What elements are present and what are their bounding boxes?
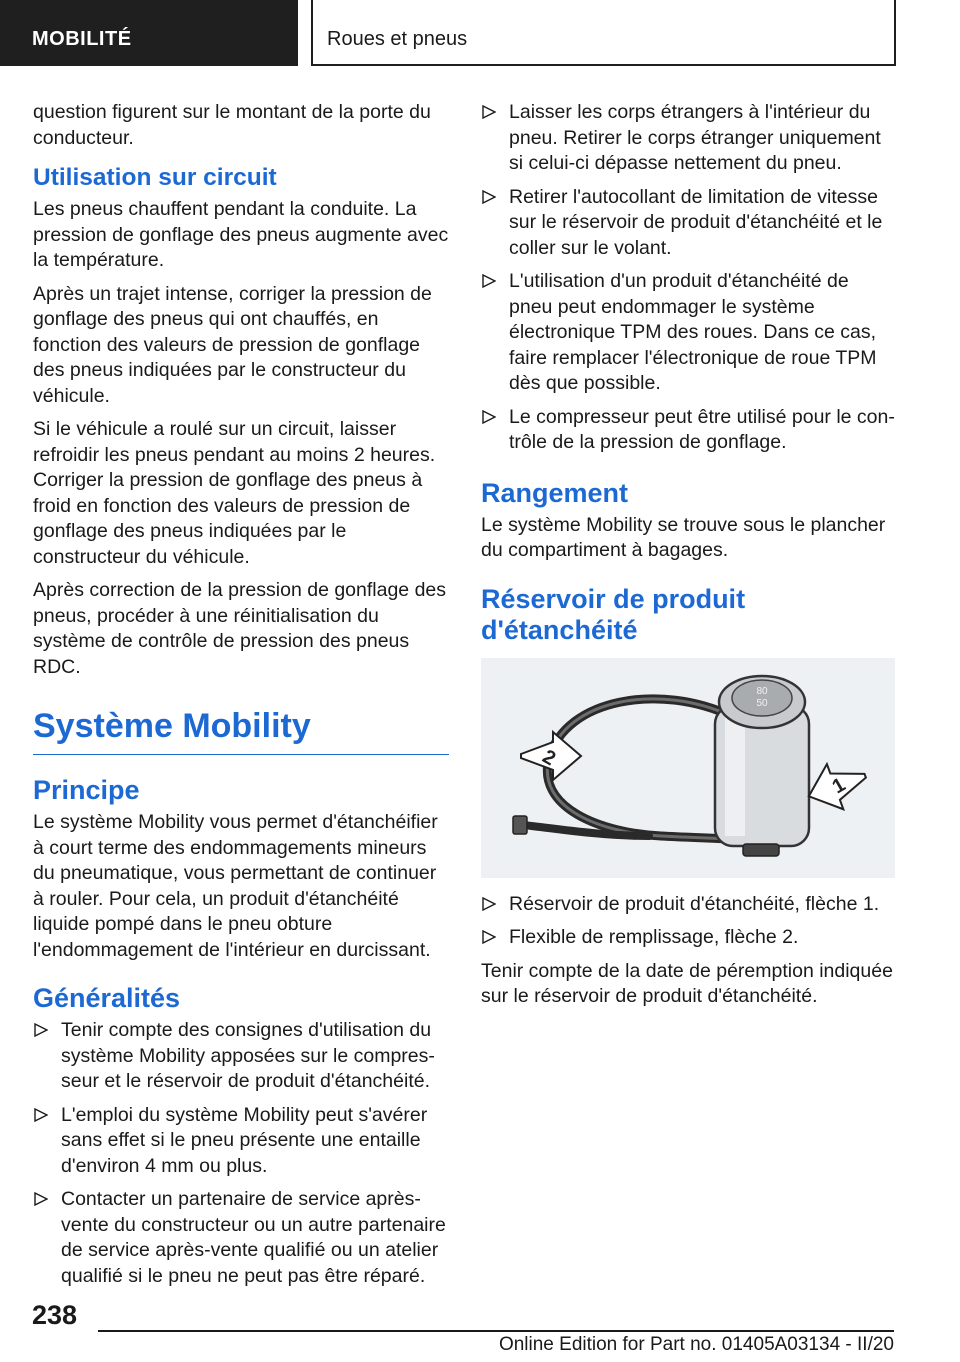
dial-bottom-label: 50 <box>756 697 768 709</box>
sealant-reservoir-figure <box>481 658 895 878</box>
list-item-text: Retirer l'autocollant de limitation de vitesse sur le réservoir de produit d'étanchéité et le coller sur le volant. <box>509 185 883 259</box>
circuit-paragraph-3: Si le véhicule a roulé sur un circuit, laisser refroidir les pneus pendant au moins 2 heures. Corriger la pression de gonflage des pneus à froid en fonction des valeurs de pression de gonflage des pneus indiquées par le constructeur du véhicule. <box>33 418 436 568</box>
triangle-bullet-icon <box>482 929 496 945</box>
sealant-bottle-illustration <box>481 658 895 878</box>
edition-text: Online Edition for Part no. 01405A03134 - II/20 <box>498 1334 894 1355</box>
heading-mobility-system: Système Mobility <box>33 706 449 755</box>
list-item-text: Flexible de remplissage, flèche 2. <box>509 926 799 948</box>
list-item <box>481 405 897 456</box>
page-header <box>0 0 960 66</box>
heading-rangement: Rangement <box>481 477 629 508</box>
tips-list <box>481 100 897 456</box>
triangle-bullet-icon <box>482 896 496 912</box>
figure-legend-list <box>481 892 897 951</box>
rangement-paragraph: Le système Mobility se trouve sous le plancher du compartiment à bagages. <box>481 513 886 561</box>
chapter-title: Roues et pneus <box>311 0 896 66</box>
list-item <box>33 1103 449 1180</box>
list-item-text: Contacter un partenaire de service après-vente du constructeur ou un autre partenaire de service après-vente qualifié ou un atelier qualifié si le pneu ne peut pas être réparé. <box>61 1188 446 1287</box>
list-item-text: L'utilisation d'un produit d'étanchéité de pneu peut endommager le système électronique TPM des roues. Dans ce cas, faire remplacer l'électronique de roue TPM dès que possible. <box>509 270 877 394</box>
arrow-2-label: 2 <box>538 745 560 770</box>
footer-divider <box>98 1330 894 1332</box>
heading-generalites: Généralités <box>33 983 181 1013</box>
list-item <box>33 1018 449 1095</box>
list-item-text: Laisser les corps étrangers à l'intérieur du pneu. Retirer le corps étranger uniquement si celui-ci dépasse nettement du pneu. <box>509 101 881 174</box>
list-item-text: Tenir compte des consignes d'utilisation du système Mobility apposées sur le compresseur et le réservoir de produit d'étanchéité. <box>61 1019 435 1092</box>
list-item <box>481 892 897 918</box>
circuit-paragraph-2: Après un trajet intense, corriger la pression de gonflage des pneus qui ont chauffés, en fonction des valeurs de pression de gonflage des pneus indiquées par le constructeur du véhicule. <box>33 282 432 407</box>
triangle-bullet-icon <box>482 273 496 289</box>
list-item <box>481 100 897 177</box>
heading-circuit: Utilisation sur circuit <box>33 164 277 191</box>
reservoir-paragraph: Tenir compte de la date de péremption indiquée sur le réservoir de produit d'étanchéité. <box>481 959 893 1007</box>
list-item <box>481 185 897 262</box>
triangle-bullet-icon <box>34 1022 48 1038</box>
right-column <box>481 100 897 1018</box>
list-item <box>481 269 897 397</box>
page-number: 238 <box>32 1300 78 1330</box>
triangle-bullet-icon <box>482 189 496 205</box>
heading-principe: Principe <box>33 775 140 805</box>
dial-top-label: 80 <box>756 685 768 697</box>
list-item-text: Réservoir de produit d'étanchéité, flèche 1. <box>509 892 880 915</box>
heading-reservoir: Réservoir de produit d'étanchéité <box>481 583 746 645</box>
principe-paragraph: Le système Mobility vous permet d'étanchéifier à court terme des endommagements mineurs du pneumatique, vous permettant de continuer à rouler. Pour cela, un produit d'étanchéité liquide pompé dans le pneu obture l'endommagement de l'intérieur en durcissant. <box>33 811 438 961</box>
left-column <box>33 100 449 1297</box>
intro-paragraph: question figurent sur le montant de la porte du conducteur. <box>33 101 431 149</box>
list-item-text: L'emploi du système Mobility peut s'avérer sans effet si le pneu présente une entaille d'environ 4 mm ou plus. <box>61 1103 428 1177</box>
triangle-bullet-icon <box>34 1107 48 1123</box>
circuit-paragraph-1: Les pneus chauffent pendant la conduite. La pression de gonflage des pneus augmente avec la température. <box>33 198 449 271</box>
circuit-paragraph-4: Après correction de la pression de gonflage des pneus, procéder à une réinitialisation du système de contrôle de pression des pneus RDC. <box>33 579 447 678</box>
triangle-bullet-icon <box>34 1191 48 1207</box>
list-item-text: Le compresseur peut être utilisé pour le contrôle de la pression de gonflage. <box>509 405 895 453</box>
section-title: MOBILITÉ <box>0 0 298 66</box>
generalites-list <box>33 1018 449 1289</box>
triangle-bullet-icon <box>482 104 496 120</box>
list-item <box>33 1187 449 1289</box>
list-item <box>481 925 897 951</box>
arrow-1-label: 1 <box>828 773 850 798</box>
triangle-bullet-icon <box>482 409 496 425</box>
